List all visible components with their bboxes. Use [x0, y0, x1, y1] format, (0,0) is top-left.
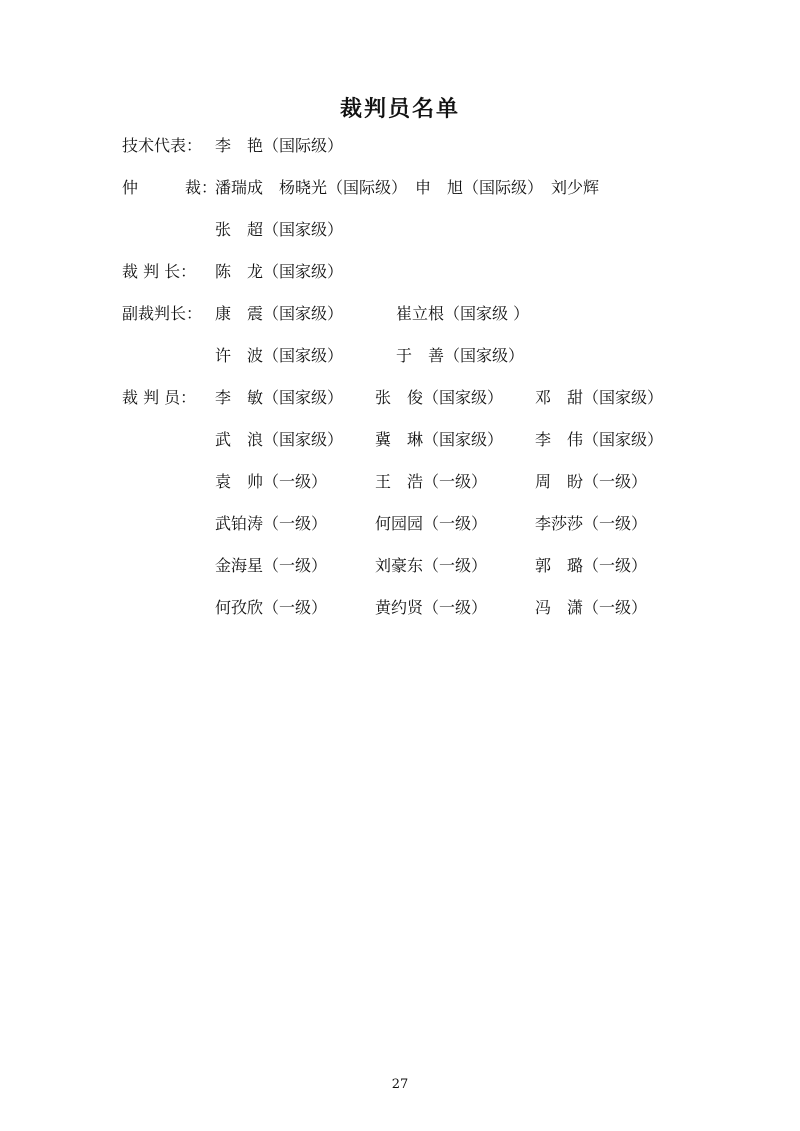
referee-name: 周 盼（一级） [535, 472, 648, 491]
technical-delegate-name: 李 艳（国际级） [215, 136, 344, 155]
page-number: 27 [391, 1077, 409, 1092]
referee-name: 刘豪东（一级） [375, 556, 488, 575]
deputy-chief-name: 于 善（国家级） [396, 346, 525, 365]
referee-name: 郭 璐（一级） [535, 556, 648, 575]
jury-row-2 [0, 217, 800, 243]
referee-row [0, 595, 800, 621]
referee-name: 冯 潇（一级） [535, 598, 648, 617]
referee-row [0, 469, 800, 495]
referee-name: 何园园（一级） [375, 514, 488, 533]
jury-label-right: 裁： [184, 178, 217, 197]
referee-name: 张 俊（国家级） [375, 388, 504, 407]
referees-label: 裁 判 员： [122, 388, 197, 407]
deputy-chief-name: 许 波（国家级） [215, 346, 344, 365]
deputy-chief-label: 副裁判长： [122, 304, 203, 323]
jury-row-1 [0, 175, 800, 201]
referee-name: 李 伟（国家级） [535, 430, 664, 449]
deputy-chief-row-2 [0, 343, 800, 369]
deputy-chief-row-1 [0, 301, 800, 327]
referee-name: 金海星（一级） [215, 556, 328, 575]
referee-name: 李莎莎（一级） [535, 514, 648, 533]
jury-label-left: 仲 [122, 178, 139, 197]
chief-referee-name: 陈 龙（国家级） [215, 262, 344, 281]
referee-row [0, 511, 800, 537]
page-title: 裁判员名单 [339, 97, 460, 122]
deputy-chief-name: 崔立根（国家级 ） [396, 304, 530, 323]
referee-name: 李 敏（国家级） [215, 388, 344, 407]
referee-name: 王 浩（一级） [375, 472, 488, 491]
referee-name: 袁 帅（一级） [215, 472, 328, 491]
referee-row [0, 427, 800, 453]
technical-delegate-row [0, 133, 800, 159]
referee-name: 武 浪（国家级） [215, 430, 344, 449]
referee-name: 黄约贤（一级） [375, 598, 488, 617]
referee-row [0, 553, 800, 579]
referee-name: 冀 琳（国家级） [375, 430, 504, 449]
jury-members: 潘瑞成 杨晓光（国际级） 申 旭（国际级） 刘少辉 [215, 178, 600, 197]
referee-row [0, 385, 800, 411]
jury-label [122, 175, 217, 201]
chief-referee-row [0, 259, 800, 285]
referee-name: 邓 甜（国家级） [535, 388, 664, 407]
deputy-chief-name: 康 震（国家级） [215, 304, 344, 323]
technical-delegate-label: 技术代表： [122, 136, 203, 155]
jury-member: 张 超（国家级） [215, 220, 344, 239]
chief-referee-label: 裁 判 长： [122, 262, 197, 281]
referee-name: 武铂涛（一级） [215, 514, 328, 533]
referee-name: 何孜欣（一级） [215, 598, 328, 617]
